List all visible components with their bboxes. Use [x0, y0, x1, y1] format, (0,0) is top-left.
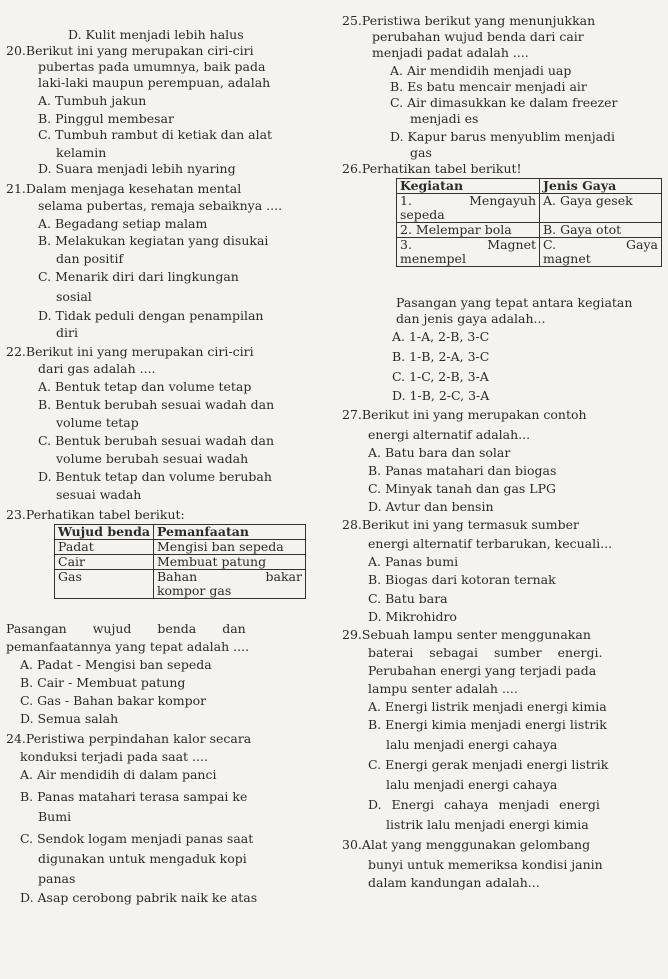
- q26-cell: 2. Melempar bola: [397, 223, 540, 238]
- q23-option-b[interactable]: B. Cair - Membuat patung: [20, 675, 186, 690]
- q23-table-header: [55, 525, 306, 540]
- q20-option-b[interactable]: B. Pinggul membesar: [38, 111, 174, 126]
- q26-cell-line: sepeda: [400, 207, 445, 222]
- q29-option-d-cont: listrik lalu menjadi energi kimia: [386, 817, 589, 832]
- q26-cell-word: 1.: [400, 193, 412, 208]
- q29-option-c[interactable]: C. Energi gerak menjadi energi listrik: [368, 757, 609, 772]
- q21-option-d[interactable]: D. Tidak peduli dengan penampilan: [38, 308, 264, 323]
- table-row: [397, 238, 662, 267]
- q23-cell: Membuat patung: [153, 555, 305, 570]
- q22-option-b[interactable]: B. Bentuk berubah sesuai wadah dan: [38, 397, 275, 412]
- q26-after-2: dan jenis gaya adalah...: [396, 311, 546, 326]
- q26-after-1: Pasangan yang tepat antara kegiatan: [396, 295, 633, 310]
- q24-option-c-cont-1: digunakan untuk mengaduk kopi: [38, 851, 247, 866]
- q21-option-b[interactable]: B. Melakukan kegiatan yang disukai: [38, 233, 269, 248]
- q30-stem-1: 30.Alat yang menggunakan gelombang: [342, 837, 591, 852]
- q23-after-2: pemanfaatannya yang tepat adalah ....: [6, 639, 250, 654]
- q26-stem: 26.Perhatikan tabel berikut!: [342, 161, 522, 176]
- q20-stem-3: laki-laki maupun perempuan, adalah: [38, 75, 271, 90]
- q25-option-a[interactable]: A. Air mendidih menjadi uap: [390, 63, 572, 78]
- q26-cell: [397, 238, 540, 267]
- q22-option-d[interactable]: D. Bentuk tetap dan volume berubah: [38, 469, 272, 484]
- q30-stem-3: dalam kandungan adalah...: [368, 875, 540, 890]
- q26-cell-line: [400, 194, 536, 208]
- q26-header-kegiatan: Kegiatan: [397, 179, 540, 194]
- q25-option-b[interactable]: B. Es batu mencair menjadi air: [390, 79, 587, 94]
- q26-cell: A. Gaya gesek: [540, 194, 662, 223]
- q23-header-wujud: Wujud benda: [55, 525, 154, 540]
- q25-option-c[interactable]: C. Air dimasukkan ke dalam freezer: [390, 95, 618, 110]
- q25-stem-3: menjadi padat adalah ....: [372, 45, 529, 60]
- q26-table-header: [397, 179, 662, 194]
- q21-stem-1: 21.Dalam menjaga kesehatan mental: [6, 181, 242, 196]
- q28-option-b[interactable]: B. Biogas dari kotoran ternak: [368, 572, 556, 587]
- q22-option-c[interactable]: C. Bentuk berubah sesuai wadah dan: [38, 433, 275, 448]
- q28-option-d[interactable]: D. Mikrohidro: [368, 609, 457, 624]
- q25-option-d-cont: gas: [410, 145, 432, 160]
- q21-option-c[interactable]: C. Menarik diri dari lingkungan: [38, 269, 239, 284]
- q23-cell: [153, 570, 305, 599]
- q23-option-d[interactable]: D. Semua salah: [20, 711, 119, 726]
- q25-stem-2: perubahan wujud benda dari cair: [372, 29, 584, 44]
- q25-stem-1: 25.Peristiwa berikut yang menunjukkan: [342, 13, 596, 28]
- q26-option-b[interactable]: B. 1-B, 2-A, 3-C: [392, 349, 490, 364]
- q28-option-a[interactable]: A. Panas bumi: [368, 554, 459, 569]
- q29-option-b[interactable]: B. Energi kimia menjadi energi listrik: [368, 717, 607, 732]
- q29-stem-3: Perubahan energi yang terjadi pada: [368, 663, 597, 678]
- q23-cell-line: kompor gas: [156, 583, 232, 598]
- q26-cell-word: C.: [543, 237, 557, 252]
- q23-option-c[interactable]: C. Gas - Bahan bakar kompor: [20, 693, 207, 708]
- q21-option-c-cont: sosial: [56, 289, 92, 304]
- q26-cell-word: Magnet: [487, 237, 536, 252]
- q26-option-a[interactable]: A. 1-A, 2-B, 3-C: [392, 329, 490, 344]
- q24-stem-1: 24.Peristiwa perpindahan kalor secara: [6, 731, 252, 746]
- q27-stem-2: energi alternatif adalah...: [368, 427, 531, 442]
- q27-option-d[interactable]: D. Avtur dan bensin: [368, 499, 494, 514]
- q24-option-b[interactable]: B. Panas matahari terasa sampai ke: [20, 789, 248, 804]
- q24-option-b-cont: Bumi: [38, 809, 72, 824]
- q23-cell-word: bakar: [265, 569, 302, 584]
- q20-option-a[interactable]: A. Tumbuh jakun: [38, 93, 147, 108]
- q22-option-d-cont: sesuai wadah: [56, 487, 142, 502]
- q26-cell-word: Mengayuh: [469, 193, 536, 208]
- q26-cell-line: [400, 238, 536, 252]
- q26-cell-line: magnet: [543, 251, 591, 266]
- q27-option-b[interactable]: B. Panas matahari dan biogas: [368, 463, 557, 478]
- q30-stem-2: bunyi untuk memeriksa kondisi janin: [368, 857, 603, 872]
- q20-stem-1: 20.Berikut ini yang merupakan ciri-ciri: [6, 43, 254, 58]
- q26-cell: [397, 194, 540, 223]
- q23-cell-word: Bahan: [156, 569, 198, 584]
- q28-stem-1: 28.Berikut ini yang termasuk sumber: [342, 517, 580, 532]
- table-row: [397, 194, 662, 223]
- q26-cell-line: [543, 238, 658, 252]
- q23-after-1: Pasangan wujud benda dan: [6, 621, 246, 636]
- q29-option-b-cont: lalu menjadi energi cahaya: [386, 737, 558, 752]
- q26-option-d[interactable]: D. 1-B, 2-C, 3-A: [392, 388, 490, 403]
- q22-stem-2: dari gas adalah ....: [38, 361, 156, 376]
- q28-stem-2: energi alternatif terbarukan, kecuali...: [368, 536, 613, 551]
- q25-option-d[interactable]: D. Kapur barus menyublim menjadi: [390, 129, 616, 144]
- q26-cell: B. Gaya otot: [540, 223, 662, 238]
- q21-stem-2: selama pubertas, remaja sebaiknya ....: [38, 198, 283, 213]
- q20-stem-2: pubertas pada umumnya, baik pada: [38, 59, 266, 74]
- q21-option-a[interactable]: A. Begadang setiap malam: [38, 216, 208, 231]
- q29-option-c-cont: lalu menjadi energi cahaya: [386, 777, 558, 792]
- q29-option-a[interactable]: A. Energi listrik menjadi energi kimia: [368, 699, 607, 714]
- q21-option-d-cont: diri: [56, 325, 78, 340]
- q26-cell-word: Gaya: [626, 237, 658, 252]
- q29-stem-4: lampu senter adalah ....: [368, 681, 518, 696]
- q27-stem-1: 27.Berikut ini yang merupakan contoh: [342, 407, 587, 422]
- q24-stem-2: konduksi terjadi pada saat ....: [20, 749, 208, 764]
- q21-option-b-cont: dan positif: [56, 251, 124, 266]
- q23-cell: Cair: [55, 555, 154, 570]
- table-row: [397, 223, 662, 238]
- q26-cell-word: 3.: [400, 237, 412, 252]
- q22-stem-1: 22.Berikut ini yang merupakan ciri-ciri: [6, 344, 254, 359]
- q27-option-a[interactable]: A. Batu bara dan solar: [368, 445, 511, 460]
- q26-cell-line: menempel: [400, 251, 466, 266]
- q24-option-a[interactable]: A. Air mendidih di dalam panci: [20, 767, 217, 782]
- q24-option-c[interactable]: C. Sendok logam menjadi panas saat: [20, 831, 254, 846]
- q22-option-c-cont: volume berubah sesuai wadah: [56, 451, 249, 466]
- q24-option-d[interactable]: D. Asap cerobong pabrik naik ke atas: [20, 890, 258, 905]
- q23-option-a[interactable]: A. Padat - Mengisi ban sepeda: [20, 657, 212, 672]
- q22-option-b-cont: volume tetap: [56, 415, 139, 430]
- q20-option-d[interactable]: D. Suara menjadi lebih nyaring: [38, 161, 236, 176]
- q29-option-d[interactable]: D. Energi cahaya menjadi energi: [368, 797, 600, 812]
- q26-table: [396, 178, 662, 267]
- q29-stem-2: baterai sebagai sumber energi.: [368, 645, 603, 660]
- q26-cell: [540, 238, 662, 267]
- q19-option-d[interactable]: D. Kulit menjadi lebih halus: [68, 27, 244, 42]
- q25-option-c-cont: menjadi es: [410, 111, 479, 126]
- q23-cell: Mengisi ban sepeda: [153, 540, 305, 555]
- q26-header-jenis-gaya: Jenis Gaya: [540, 179, 662, 194]
- table-row: [55, 570, 306, 599]
- q26-option-c[interactable]: C. 1-C, 2-B, 3-A: [392, 369, 489, 384]
- q23-cell: Gas: [55, 570, 154, 599]
- q20-option-c[interactable]: C. Tumbuh rambut di ketiak dan alat: [38, 127, 273, 142]
- q20-option-c-cont: kelamin: [56, 145, 107, 160]
- q23-stem: 23.Perhatikan tabel berikut:: [6, 507, 185, 522]
- q23-header-pemanfaatan: Pemanfaatan: [153, 525, 305, 540]
- q23-table: [54, 524, 306, 599]
- q27-option-c[interactable]: C. Minyak tanah dan gas LPG: [368, 481, 556, 496]
- q22-option-a[interactable]: A. Bentuk tetap dan volume tetap: [38, 379, 252, 394]
- table-row: [55, 555, 306, 570]
- q28-option-c[interactable]: C. Batu bara: [368, 591, 448, 606]
- q29-stem-1: 29.Sebuah lampu senter menggunakan: [342, 627, 591, 642]
- q23-cell: Padat: [55, 540, 154, 555]
- table-row: [55, 540, 306, 555]
- q23-cell-line: [157, 570, 302, 584]
- q24-option-c-cont-2: panas: [38, 871, 76, 886]
